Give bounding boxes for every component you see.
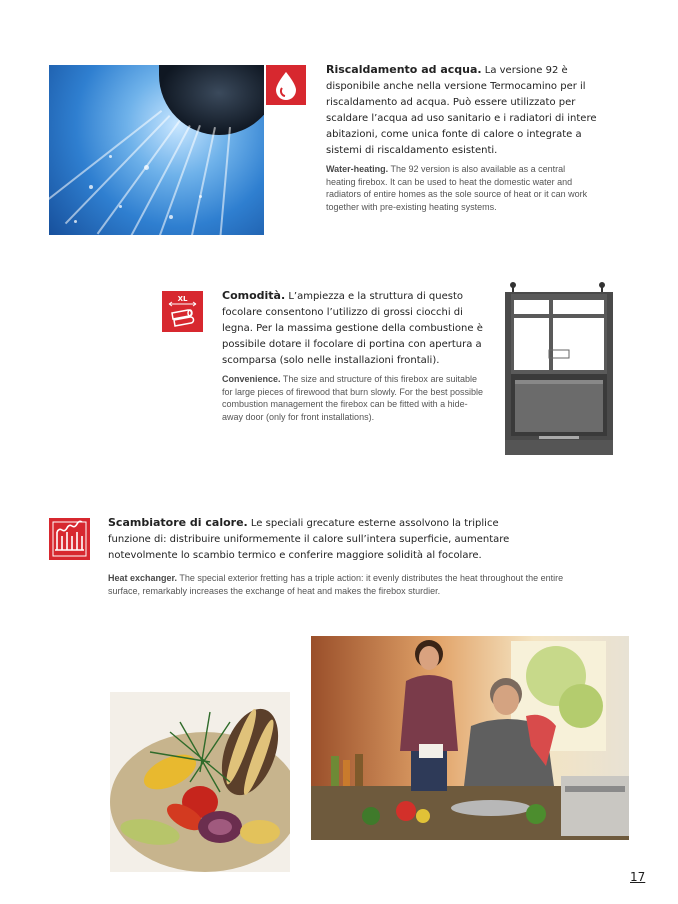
convenience-title-en: Convenience. xyxy=(222,374,281,384)
water-drop-icon xyxy=(266,65,306,105)
water-heating-title-it: Riscaldamento ad acqua. xyxy=(326,63,482,76)
shower-water-photo xyxy=(49,65,264,235)
convenience-title-it: Comodità. xyxy=(222,289,286,302)
heat-exchanger-body-en: The special exterior fretting has a triple action: it evenly distributes the heat throughout the entire surface, remarkably increases the exchange of heat and makes the firebox sturdier. xyxy=(108,573,564,596)
convenience-text-en xyxy=(222,373,487,423)
xl-label: XL xyxy=(177,295,188,303)
kitchen-couple-photo xyxy=(311,636,629,840)
convenience-body-en: The size and structure of this firebox are suitable for large pieces of firewood that burn slowly. For the best possible combustion management the firebox can be fitted with a hide-away door (only for front installations). xyxy=(222,374,483,422)
heat-exchanger-icon xyxy=(49,518,90,560)
water-heating-body-en: The 92 version is also available as a central heating firebox. It can be used to heat the domestic water and radiators of entire homes as the sole source of heat or it can work together with pre-existing heating systems. xyxy=(326,164,588,212)
heat-exchanger-text-it xyxy=(108,515,538,564)
heat-exchanger-body-it: Le speciali grecature esterne assolvono la triplice funzione di: distribuire uniformemente il calore sull’intera superficie, aumentare notevolmente lo scambio termico e conferire maggiore solidità al focolare. xyxy=(108,518,510,561)
heat-exchanger-title-en: Heat exchanger. xyxy=(108,573,178,583)
convenience-body-it: L’ampiezza e la struttura di questo focolare consentono l’utilizzo di grossi ciocchi di legna. Per la massima gestione della combustione è possibile dotare il focolare di portina con apertura a scomparsa (solo nelle installazioni frontali). xyxy=(222,291,483,366)
convenience-text-it xyxy=(222,288,487,369)
water-heating-title-en: Water-heating. xyxy=(326,164,389,174)
page-number: 17 xyxy=(630,870,646,884)
grilled-vegetables-photo xyxy=(110,692,290,872)
heat-exchanger-text-en xyxy=(108,572,588,597)
firewood-xl-icon xyxy=(162,291,203,332)
hide-away-door-image xyxy=(503,280,615,455)
water-heating-text-it xyxy=(326,62,606,159)
heat-exchanger-title-it: Scambiatore di calore. xyxy=(108,516,248,529)
water-heating-body-it: La versione 92 è disponibile anche nella versione Termocamino per il riscaldamento ad acqua. Può essere utilizzato per scaldare l’acqua ad uso sanitario e i radiatori di intere abitazioni, come unica fonte di calore o integrate a sistemi di riscaldamento esistenti. xyxy=(326,65,597,156)
water-heating-text-en xyxy=(326,163,596,213)
